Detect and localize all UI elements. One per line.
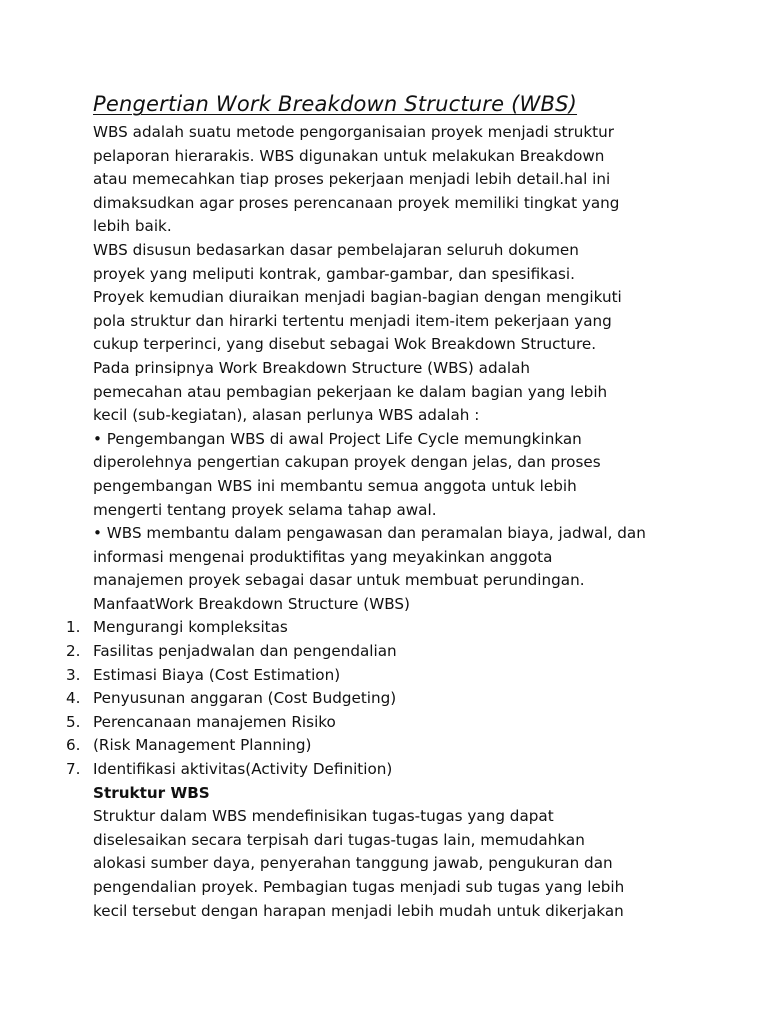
text-line: Pada prinsipnya Work Breakdown Structure (WBS) adalah bbox=[93, 358, 531, 377]
text-line: diperolehnya pengertian cakupan proyek dengan jelas, dan proses bbox=[93, 453, 601, 472]
list-item bbox=[66, 640, 693, 664]
text-line: lebih baik. bbox=[93, 217, 172, 236]
text-line: informasi mengenai produktifitas yang meyakinkan anggota bbox=[93, 547, 553, 566]
list-item-text: Penyusunan anggaran (Cost Budgeting) bbox=[93, 689, 397, 708]
list-number: 7. bbox=[66, 760, 81, 779]
text-line: proyek yang meliputi kontrak, gambar-gambar, dan spesifikasi. bbox=[93, 264, 575, 283]
text-line: manajemen proyek sebagai dasar untuk membuat perundingan. bbox=[93, 571, 585, 590]
list-item-text: (Risk Management Planning) bbox=[93, 736, 312, 755]
list-item bbox=[66, 687, 693, 711]
list-item-text: Fasilitas penjadwalan dan pengendalian bbox=[93, 642, 397, 661]
text-line: Struktur dalam WBS mendefinisikan tugas-tugas yang dapat bbox=[93, 807, 554, 826]
text-line: atau memecahkan tiap proses pekerjaan menjadi lebih detail.hal ini bbox=[93, 170, 611, 189]
list-number: 6. bbox=[66, 736, 81, 755]
list-item bbox=[66, 616, 693, 640]
document-title: Pengertian Work Breakdown Structure (WBS) bbox=[93, 92, 578, 116]
list-item-text: Perencanaan manajemen Risiko bbox=[93, 712, 336, 731]
benefits-list bbox=[66, 616, 693, 781]
text-line: pola struktur dan hirarki tertentu menjadi item-item pekerjaan yang bbox=[93, 311, 612, 330]
section-heading: Struktur WBS bbox=[93, 783, 210, 802]
text-line: kecil tersebut dengan harapan menjadi lebih mudah untuk dikerjakan bbox=[93, 901, 624, 920]
text-line: pemecahan atau pembagian pekerjaan ke dalam bagian yang lebih bbox=[93, 382, 608, 401]
intro-paragraphs bbox=[93, 121, 693, 616]
list-item-text: Mengurangi kompleksitas bbox=[93, 618, 288, 637]
text-line: kecil (sub-kegiatan), alasan perlunya WBS adalah : bbox=[93, 406, 480, 425]
list-number: 4. bbox=[66, 689, 81, 708]
text-line: WBS disusun bedasarkan dasar pembelajaran seluruh dokumen bbox=[93, 240, 579, 259]
struktur-paragraph bbox=[93, 805, 693, 923]
bullet-line: • Pengembangan WBS di awal Project Life Cycle memungkinkan bbox=[93, 429, 582, 448]
text-line: dimaksudkan agar proses perencanaan proyek memiliki tingkat yang bbox=[93, 193, 620, 212]
text-line: diselesaikan secara terpisah dari tugas-tugas lain, memudahkan bbox=[93, 830, 585, 849]
document-body bbox=[66, 121, 693, 923]
bullet-line: • WBS membantu dalam pengawasan dan peramalan biaya, jadwal, dan bbox=[93, 524, 646, 543]
list-item bbox=[66, 734, 693, 758]
text-line: alokasi sumber daya, penyerahan tanggung jawab, pengukuran dan bbox=[93, 854, 613, 873]
text-line: pengembangan WBS ini membantu semua anggota untuk lebih bbox=[93, 476, 577, 495]
text-line: mengerti tentang proyek selama tahap awal. bbox=[93, 500, 437, 519]
text-line: cukup terperinci, yang disebut sebagai Wok Breakdown Structure. bbox=[93, 335, 597, 354]
list-number: 1. bbox=[66, 618, 81, 637]
list-number: 5. bbox=[66, 712, 81, 731]
list-item bbox=[66, 664, 693, 688]
text-line: pengendalian proyek. Pembagian tugas menjadi sub tugas yang lebih bbox=[93, 878, 625, 896]
text-line: pelaporan hierarakis. WBS digunakan untuk melakukan Breakdown bbox=[93, 146, 605, 165]
list-intro-line: ManfaatWork Breakdown Structure (WBS) bbox=[93, 594, 410, 613]
list-item-text: Estimasi Biaya (Cost Estimation) bbox=[93, 665, 341, 684]
list-item bbox=[66, 711, 693, 735]
text-line: WBS adalah suatu metode pengorganisaian proyek menjadi struktur bbox=[93, 123, 614, 141]
text-line: Proyek kemudian diuraikan menjadi bagian-bagian dengan mengikuti bbox=[93, 288, 622, 307]
list-number: 2. bbox=[66, 642, 81, 661]
list-item-text: Identifikasi aktivitas(Activity Definition) bbox=[93, 760, 393, 779]
list-number: 3. bbox=[66, 665, 81, 684]
list-item bbox=[66, 758, 693, 782]
